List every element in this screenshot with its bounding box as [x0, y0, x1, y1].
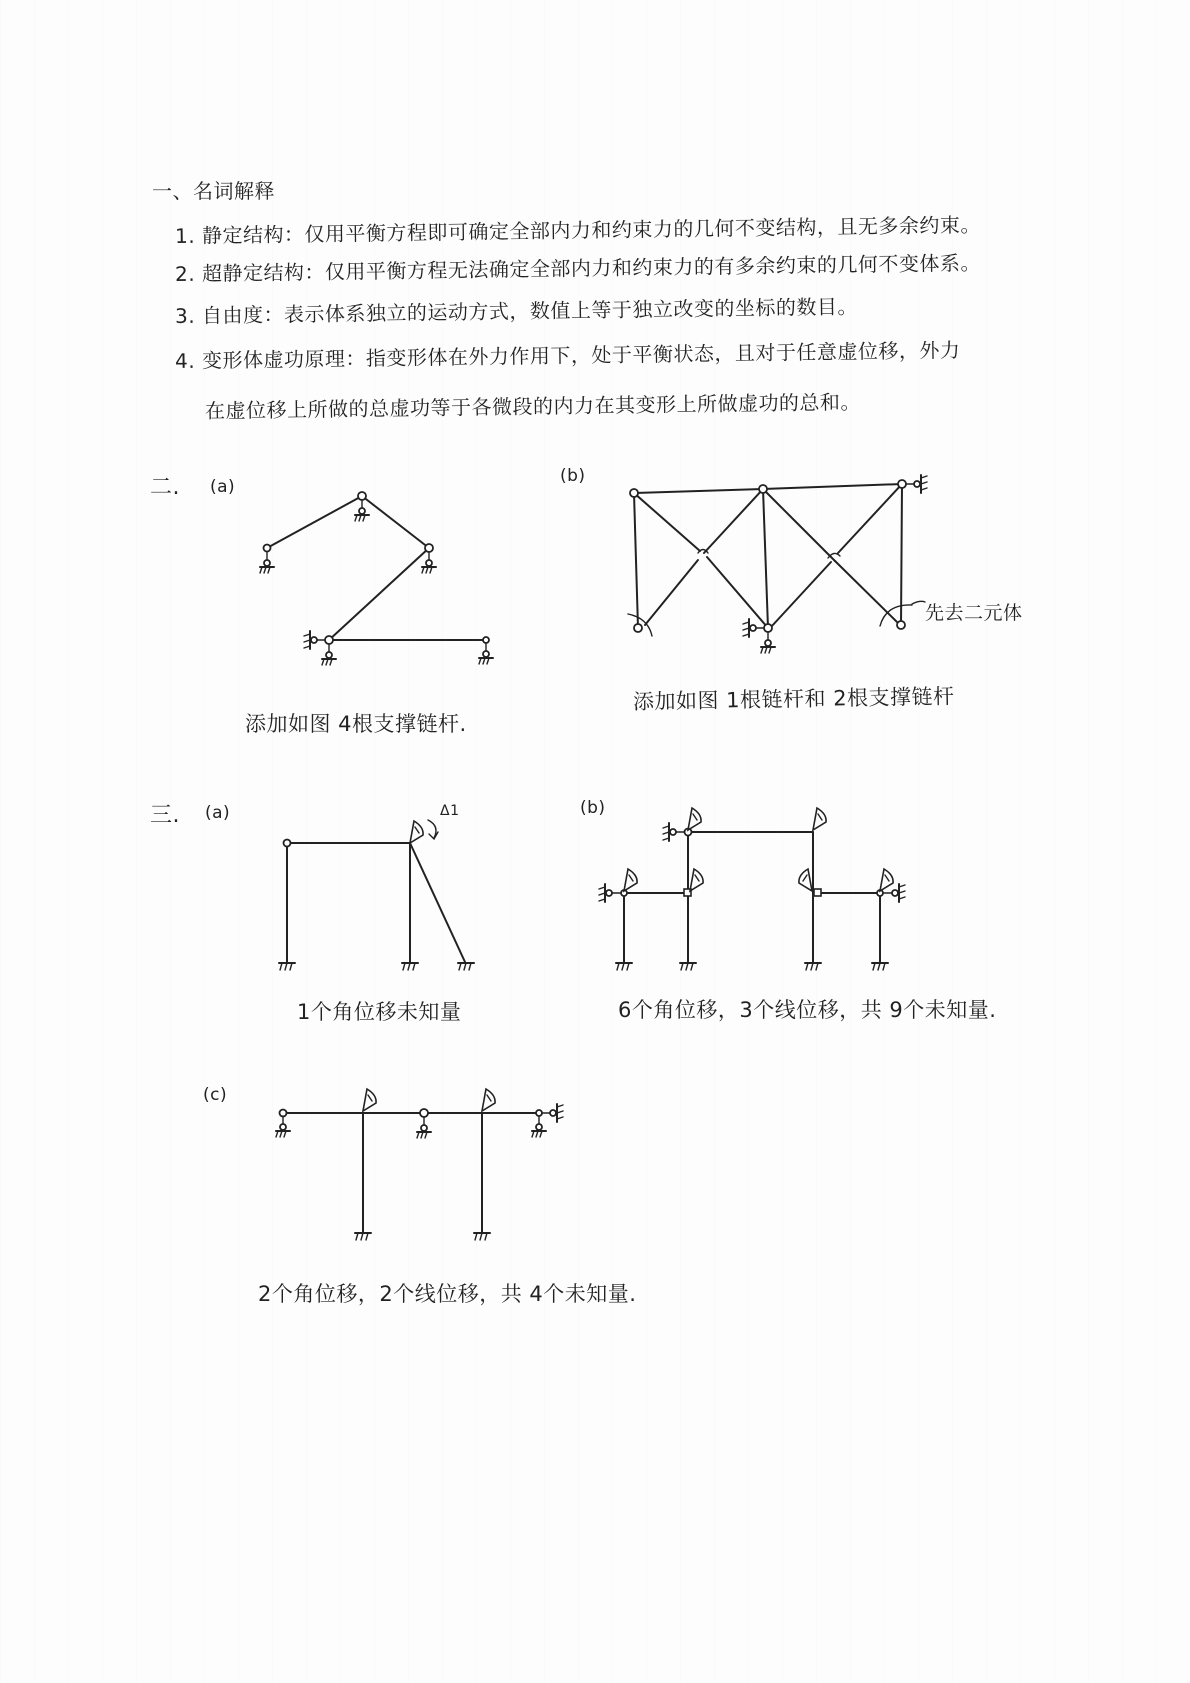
hinge-node	[420, 1109, 428, 1117]
definition-number: 4.	[174, 348, 196, 373]
fixed-support-icon	[279, 963, 295, 970]
side-support-icon	[542, 1104, 563, 1122]
definition-number: 2.	[174, 261, 196, 286]
definition-text: ：指变形体在外力作用下，处于平衡状态，且对于任意虚位移，外力	[345, 338, 961, 371]
link-support-icon	[260, 552, 274, 573]
section3-c-label: (c)	[203, 1085, 228, 1105]
fixed-support-icon	[402, 963, 418, 970]
section2-b-label: (b)	[560, 466, 586, 486]
diagram-3b	[599, 808, 905, 970]
link-support-icon	[479, 643, 493, 664]
fixed-support-icon	[680, 963, 696, 970]
link-support-icon	[422, 552, 436, 573]
diagram-2b	[628, 475, 927, 653]
definition-term: 静定结构	[201, 222, 285, 248]
definition-text: ：表示体系独立的运动方式，数值上等于独立改变的坐标的数目。	[263, 294, 859, 327]
hinge-node	[264, 545, 271, 552]
hinge-node	[814, 889, 821, 896]
diagram-3c	[276, 1089, 563, 1240]
section2-a-label: (a)	[210, 477, 236, 497]
section2-b-caption: 添加如图 1根链杆和 2根支撑链杆	[632, 684, 955, 714]
definition-term: 超静定结构	[201, 260, 305, 286]
rotation-restraint-icon	[813, 808, 826, 830]
hinge-node	[325, 636, 333, 644]
link-support-icon	[417, 1117, 431, 1138]
delta1-label: Δ1	[440, 803, 460, 819]
delta1-arrow	[428, 820, 436, 838]
fixed-support-icon	[458, 963, 474, 970]
definition-number: 3.	[174, 303, 196, 328]
link-support-icon	[276, 1116, 290, 1137]
hinge-node	[634, 624, 642, 632]
diagram-2a	[260, 492, 493, 665]
section3-a-label: (a)	[205, 803, 231, 823]
side-support-icon	[743, 619, 764, 637]
definition-text: ：仅用平衡方程即可确定全部内力和约束力的几何不变结构，且无多余约束。	[283, 212, 982, 247]
section3-c-caption: 2个角位移，2个线位移，共 4个未知量.	[258, 1282, 637, 1306]
hinge-node	[898, 480, 906, 488]
hinge-node	[483, 637, 489, 643]
hinge-node	[425, 544, 433, 552]
rotation-restraint-icon	[799, 869, 812, 891]
definition-number: 1.	[174, 223, 196, 248]
hinge-node	[897, 621, 905, 629]
definition-text: 在虚位移上所做的总虚功等于各微段的内力在其变形上所做虚功的总和。	[204, 389, 862, 423]
section2-title: 二.	[150, 475, 180, 500]
fixed-support-icon	[355, 1233, 371, 1240]
section2-b-note: 先去二元体	[925, 602, 1023, 624]
section3-a-caption: 1个角位移未知量	[297, 1000, 462, 1024]
side-support-icon	[599, 884, 620, 902]
remove-binary-mark	[880, 605, 912, 626]
rotation-restraint-icon	[410, 821, 423, 843]
fixed-support-icon	[474, 1233, 490, 1240]
diagram-3a	[279, 820, 474, 970]
side-support-icon	[906, 475, 927, 493]
fixed-support-icon	[616, 963, 632, 970]
section3-b-label: (b)	[580, 798, 606, 818]
hinge-node	[358, 492, 366, 500]
rotation-restraint-icon	[624, 869, 637, 891]
link-support-icon	[322, 644, 336, 665]
rotation-restraint-icon	[363, 1089, 376, 1111]
definition-text: ：仅用平衡方程无法确定全部内力和约束力的有多余约束的几何不变体系。	[304, 250, 982, 285]
section1-title: 一、名词解释	[152, 179, 275, 203]
hinge-node	[759, 485, 767, 493]
section2-a-caption: 添加如图 4根支撑链杆.	[245, 712, 467, 736]
section3-b-caption: 6个角位移，3个线位移，共 9个未知量.	[618, 998, 997, 1022]
rotation-restraint-icon	[688, 808, 701, 830]
hinge-node	[536, 1110, 542, 1116]
rotation-restraint-icon	[690, 869, 703, 891]
rotation-restraint-icon	[482, 1089, 495, 1111]
rotation-restraint-icon	[880, 869, 893, 891]
section3-title: 三.	[150, 803, 180, 828]
hinge-node	[630, 489, 638, 497]
definition-term: 自由度	[201, 302, 264, 328]
fixed-support-icon	[805, 963, 821, 970]
side-support-icon	[304, 631, 325, 649]
hinge-node	[284, 840, 291, 847]
side-support-icon	[663, 823, 684, 841]
link-support-icon	[761, 632, 775, 653]
link-support-icon	[355, 500, 369, 521]
definition-term: 变形体虚功原理	[201, 346, 346, 373]
hinge-node	[764, 624, 772, 632]
link-support-icon	[532, 1116, 546, 1137]
fixed-support-icon	[872, 963, 888, 970]
